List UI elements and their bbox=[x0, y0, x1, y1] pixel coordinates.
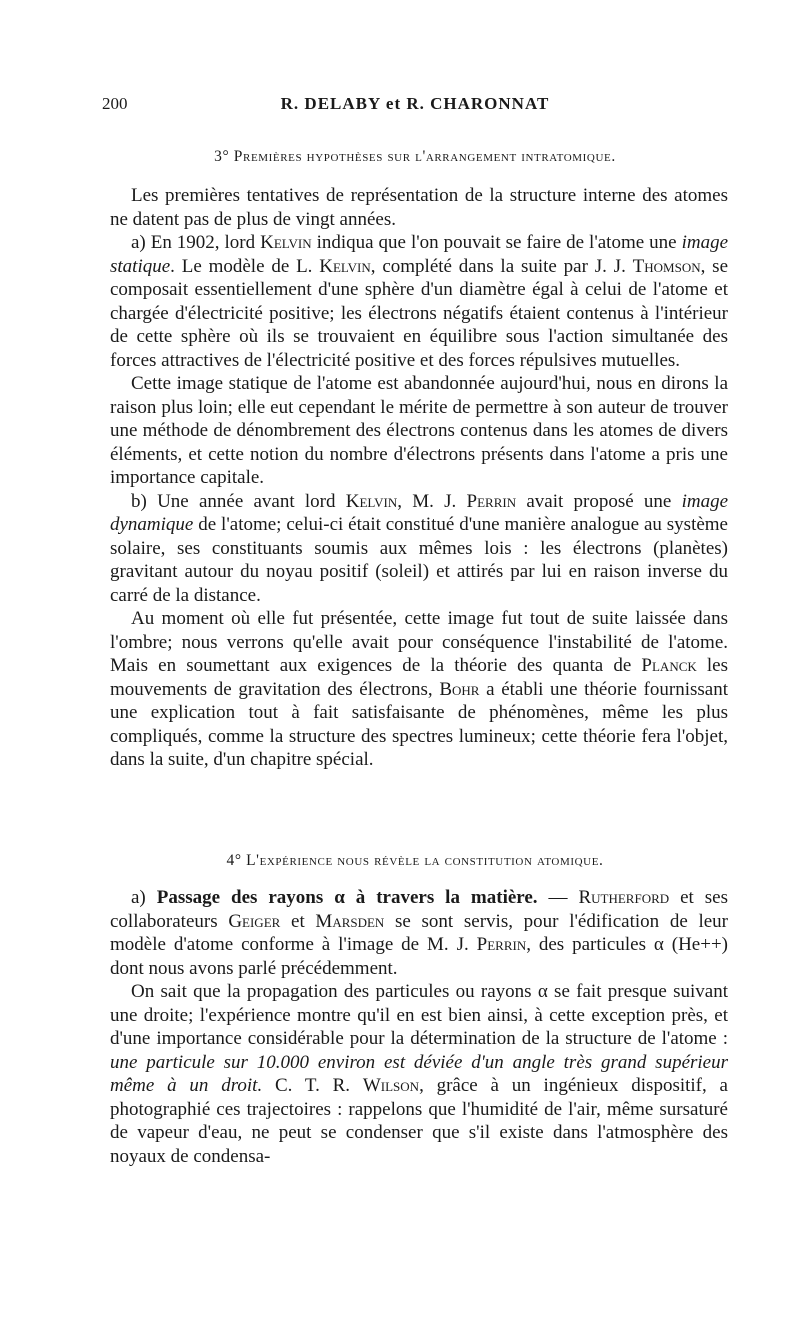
author-name: Marsden bbox=[315, 910, 385, 932]
text: . Le modèle de L. bbox=[170, 255, 320, 277]
paragraph-a bbox=[110, 231, 728, 372]
subheading: Passage des rayons α à travers la matière. bbox=[156, 887, 538, 908]
section-4-body bbox=[110, 886, 728, 1168]
author-name: Wilson bbox=[362, 1075, 420, 1096]
text: Au moment où elle fut présentée, cette image fut tout de suite laissée dans l'ombre; nous verrons qu'elle avait pour conséquence l'instabilité de l'atome. Mais en soumettant aux exigences de la théorie des quanta de bbox=[110, 608, 728, 676]
text: a) En 1902, lord bbox=[131, 232, 261, 253]
text: b) Une année avant lord bbox=[131, 490, 346, 512]
author-name: Kelvin bbox=[345, 490, 398, 512]
text: de l'atome; celui-ci était constitué d'une manière analogue au système solaire, ses constituants soumis aux mêmes lois : les électrons (planètes) gravitant autour du noyau positif (soleil) et attirés par lui en raison inverse du carré de la distance. bbox=[110, 514, 728, 606]
section-3-number: 3° bbox=[214, 148, 230, 165]
section-4-number: 4° bbox=[226, 852, 242, 869]
text: , grâce à un ingénieux dispositif, a photographié ces trajectoires : rappelons que l'humidité de l'air, même sursaturé de vapeur d'eau, ne peut se condenser que s'il existe dans l'atmosphère des noyaux de condensa- bbox=[110, 1075, 728, 1167]
text: avait proposé une bbox=[516, 490, 682, 512]
text: C. T. R. bbox=[262, 1075, 363, 1096]
text: , M. J. bbox=[397, 490, 467, 512]
paragraph-b bbox=[110, 490, 728, 608]
emphasis: image statique bbox=[110, 232, 728, 277]
paragraph bbox=[110, 372, 728, 490]
author-name: Rutherford bbox=[578, 887, 670, 908]
text: — bbox=[537, 887, 579, 908]
author-name: Thomson bbox=[632, 255, 701, 277]
author-name: Bohr bbox=[439, 678, 480, 700]
author-name: Perrin bbox=[466, 490, 517, 512]
text: , complété dans la suite par J. J. bbox=[370, 255, 633, 277]
text: et ses collaborateurs bbox=[110, 887, 728, 932]
paragraph bbox=[110, 607, 728, 772]
section-4-heading bbox=[102, 852, 728, 870]
text: indiqua que l'on pouvait se faire de l'atome une bbox=[311, 232, 682, 253]
text: Cette image statique de l'atome est abandonnée aujourd'hui, nous en dirons la raison plus loin; elle eut cependant le mérite de permettre à son auteur de trouver une méthode de dénombrement des électrons contenus dans les atomes de divers éléments, et cette notion du nombre d'électrons présents dans l'atome a pris une importance capitale. bbox=[110, 373, 728, 488]
text: se sont servis, pour l'édification de leur modèle d'atome conforme à l'image de M. J. bbox=[110, 910, 728, 955]
paragraph bbox=[110, 980, 728, 1168]
page-number: 200 bbox=[102, 94, 128, 113]
section-3-title: Premières hypothèses sur l'arrangement intratomique. bbox=[233, 148, 616, 165]
section-3-heading bbox=[102, 148, 728, 166]
paragraph bbox=[110, 184, 728, 231]
text: les mouvements de gravitation des électrons, bbox=[110, 655, 729, 700]
author-name: Kelvin bbox=[319, 255, 371, 277]
author-name: Kelvin bbox=[260, 232, 312, 253]
section-3-body bbox=[110, 184, 728, 772]
section-4-title: L'expérience nous révèle la constitution atomique. bbox=[246, 852, 604, 869]
page-header bbox=[102, 94, 728, 118]
text: et bbox=[280, 910, 316, 932]
author-name: Perrin bbox=[476, 934, 527, 955]
emphasis: une particule sur 10.000 environ est déviée d'un angle très grand supérieur même à un droit. bbox=[110, 1051, 728, 1096]
text: a établi une théorie fournissant une explication tout à fait satisfaisante de phénomènes, même les plus compliqués, comme la structure des spectres lumineux; cette théorie fera l'objet, dans la suite, d'un chapitre spécial. bbox=[110, 678, 728, 770]
text: Les premières tentatives de représentation de la structure interne des atomes ne datent pas de plus de vingt années. bbox=[110, 185, 728, 230]
text: a) bbox=[131, 887, 157, 908]
text: , se composait essentiellement d'une sphère d'un diamètre égal à celui de l'atome et chargée d'électricité positive; les électrons négatifs étaient contenus à l'intérieur de cette sphère où ils se trouvaient en équilibre sous l'action simultanée des forces attractives de l'électricité positive et des forces répulsives mutuelles. bbox=[110, 255, 729, 371]
text: , des particules α (He++) dont nous avons parlé précédemment. bbox=[110, 934, 728, 979]
running-title: R. DELABY et R. CHARONNAT bbox=[280, 94, 550, 113]
emphasis: image dynamique bbox=[110, 490, 728, 535]
text: On sait que la propagation des particules ou rayons α se fait presque suivant une droite; l'expérience montre qu'il en est bien ainsi, à cette exception près, et d'une importance considérable pour la détermination de la structure de l'atome : bbox=[110, 981, 728, 1049]
paragraph-a bbox=[110, 886, 728, 980]
author-name: Geiger bbox=[228, 910, 281, 932]
author-name: Planck bbox=[641, 655, 697, 676]
